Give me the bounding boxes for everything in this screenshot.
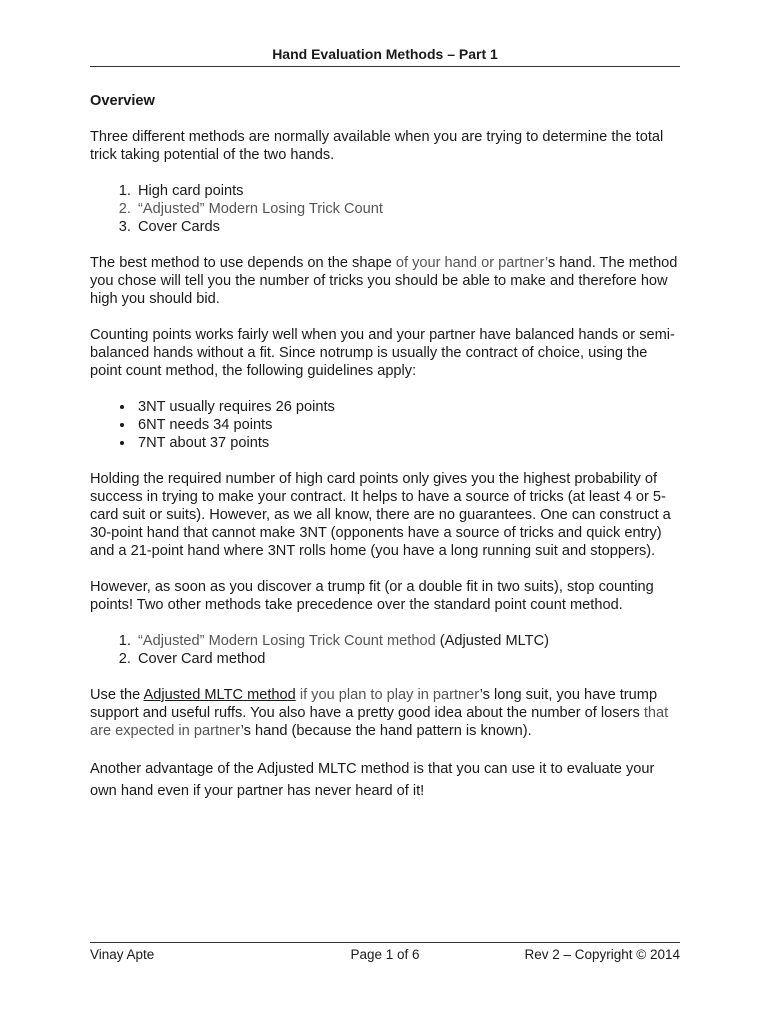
footer-revision: Rev 2 – Copyright © 2014 xyxy=(524,947,680,962)
text-run: s hand. The method you chose will tell you the number of tricks you should be able to make and therefore how high you should bid. xyxy=(90,255,678,307)
footer-page-number: Page 1 of 6 xyxy=(350,947,420,962)
paragraph-holding-points: Holding the required number of high card points only gives you the highest probability of success in trying to make your contract. It helps to have a source of tricks (at least 4 or 5-card suit or suits). However, as we all know, there are no guarantees. One can construct a 30-point hand that cannot make 3NT (opponents have a source of tricks and quick entry) and a 21-point hand where 3NT rolls home (you have a long running suit and stoppers). xyxy=(90,471,671,559)
footer-author: Vinay Apte xyxy=(90,947,155,962)
page-header-title: Hand Evaluation Methods – Part 1 xyxy=(272,46,498,62)
footer-divider xyxy=(90,942,680,943)
list-item: • 3NT usually requires 26 points xyxy=(135,398,682,416)
methods2-list xyxy=(90,632,682,668)
text-run: (Adjusted MLTC) xyxy=(435,633,549,649)
list-item: • 7NT about 37 points xyxy=(135,434,682,452)
paragraph-use-mltc xyxy=(90,686,682,740)
text-run: if you plan to play in partner xyxy=(295,687,480,703)
paragraph-best-method xyxy=(90,254,682,308)
list-item xyxy=(135,632,682,650)
text-run: ’s hand (because the hand pattern is known). xyxy=(240,723,532,739)
methods-list xyxy=(90,182,682,236)
text-run: that are expected in partner xyxy=(90,705,669,739)
header-divider xyxy=(90,66,680,67)
section-heading-overview: Overview xyxy=(90,93,155,109)
text-run: Use the xyxy=(90,687,144,703)
paragraph-another-advantage: Another advantage of the Adjusted MLTC method is that you can use it to evaluate your own hand even if your partner has never heard of it! xyxy=(90,761,655,799)
list-item xyxy=(135,650,682,668)
text-run: of your hand or partner’ xyxy=(395,255,548,271)
paragraph-intro: Three different methods are normally available when you are trying to determine the total trick taking potential of the two hands. xyxy=(90,129,664,163)
text-run: Cover Card method xyxy=(138,651,266,667)
text-run: ’s long suit, you have trump support and useful ruffs. You also have a pretty good idea about the number of losers xyxy=(90,687,658,721)
paragraph-counting-points: Counting points works fairly well when you and your partner have balanced hands or semi-balanced hands without a fit. Since notrump is usually the contract of choice, using the point count method, the following guidelines apply: xyxy=(90,327,675,379)
document-body xyxy=(90,92,682,820)
list-item: 3. Cover Cards xyxy=(135,218,682,236)
list-item: • 6NT needs 34 points xyxy=(135,416,682,434)
list-item: 2. “Adjusted” Modern Losing Trick Count xyxy=(135,200,682,218)
guidelines-list xyxy=(90,398,682,452)
text-run: The best method to use depends on the shape xyxy=(90,255,396,271)
adjusted-mltc-link[interactable]: Adjusted MLTC method xyxy=(143,687,296,703)
paragraph-trump-fit: However, as soon as you discover a trump fit (or a double fit in two suits), stop counting points! Two other methods take precedence over the standard point count method. xyxy=(90,579,654,613)
text-run: “Adjusted” Modern Losing Trick Count method xyxy=(138,633,436,649)
list-item: 1. High card points xyxy=(135,182,682,200)
